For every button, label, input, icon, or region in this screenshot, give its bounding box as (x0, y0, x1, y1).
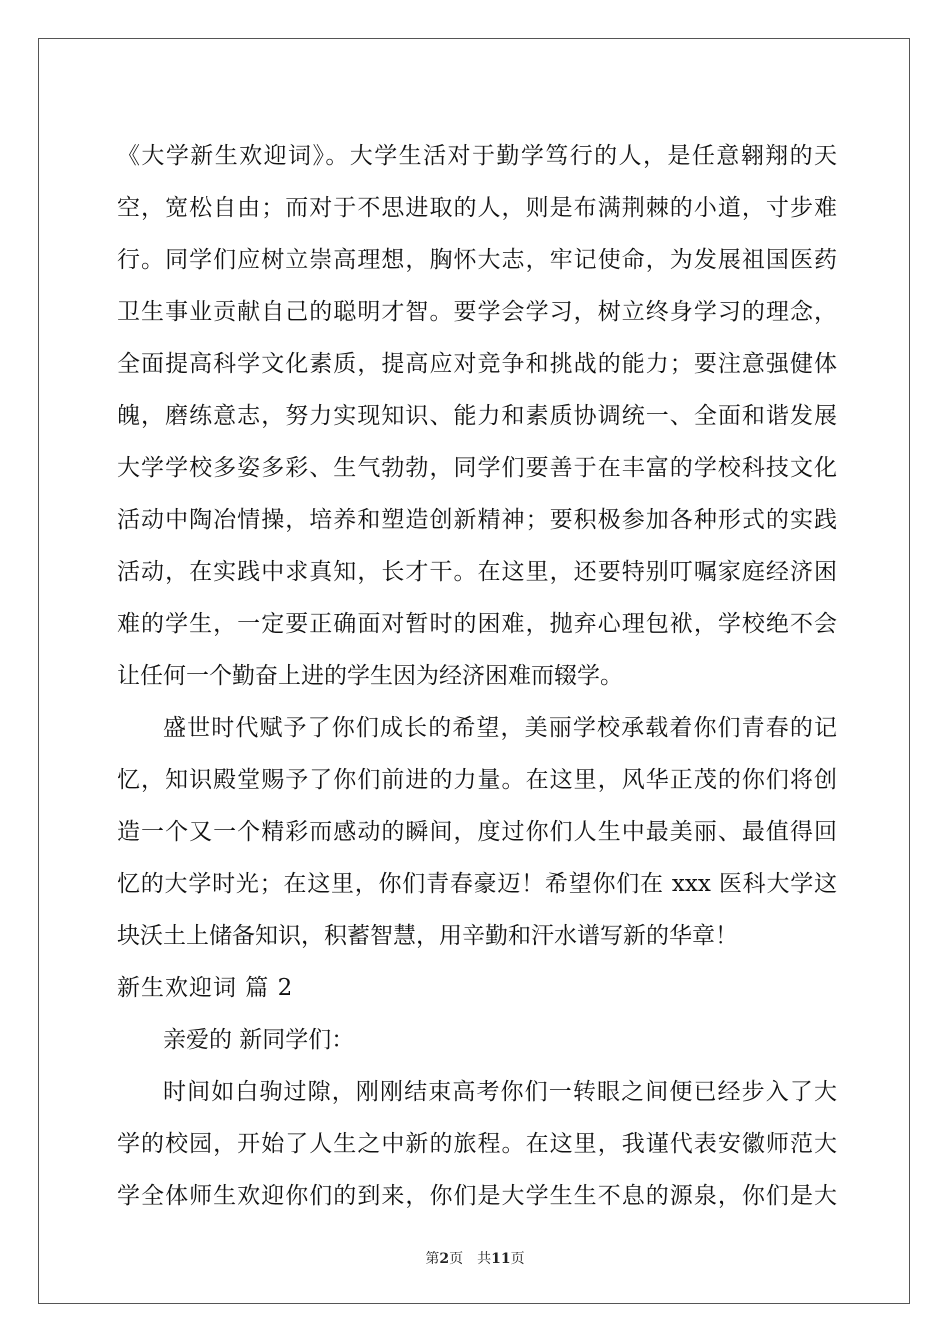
text-line: 卫生事业贡献自己的聪明才智。要学会学习，树立终身学习的理念， (117, 299, 837, 325)
section-heading: 新生欢迎词 篇 2 (117, 975, 294, 1001)
text-line: 大学学校多姿多彩、生气勃勃，同学们要善于在丰富的学校科技文化 (117, 455, 837, 481)
paragraph-start-line: 时间如白驹过隙，刚刚结束高考你们一转眼之间便已经步入了大 (163, 1079, 837, 1105)
page-label-suffix: 页 (449, 1251, 464, 1267)
paragraph-start-line: 盛世时代赋予了你们成长的希望，美丽学校承载着你们青春的记 (163, 715, 837, 741)
total-label-prefix: 共 (477, 1251, 492, 1267)
text-line: 全面提高科学文化素质，提高应对竞争和挑战的能力；要注意强健体 (117, 351, 837, 377)
text-line: 忆的大学时光；在这里，你们青春豪迈！希望你们在 xxx 医科大学这 (117, 871, 837, 897)
page-number: 2 (439, 1251, 450, 1267)
text-line: 空，宽松自由；而对于不思进取的人，则是布满荆棘的小道，寸步难 (117, 195, 837, 221)
text-line: 造一个又一个精彩而感动的瞬间，度过你们人生中最美丽、最值得回 (117, 819, 837, 845)
salutation-line: 亲爱的 新同学们： (163, 1027, 355, 1053)
document-body (117, 130, 837, 1222)
page-footer (0, 1248, 950, 1268)
text-line: 活动中陶冶情操，培养和塑造创新精神；要积极参加各种形式的实践 (117, 507, 837, 533)
text-line: 行。同学们应树立崇高理想，胸怀大志，牢记使命，为发展祖国医药 (117, 247, 837, 273)
text-line: 活动，在实践中求真知，长才干。在这里，还要特别叮嘱家庭经济困 (117, 559, 837, 585)
total-label-suffix: 页 (510, 1251, 525, 1267)
text-line: 忆，知识殿堂赐予了你们前进的力量。在这里，风华正茂的你们将创 (117, 767, 837, 793)
text-line: 《大学新生欢迎词》。大学生活对于勤学笃行的人，是任意翱翔的天 (117, 143, 837, 169)
paragraph-end-line: 让任何一个勤奋上进的学生因为经济困难而辍学。 (117, 663, 623, 689)
text-line: 难的学生，一定要正确面对暂时的困难，抛弃心理包袱，学校绝不会 (117, 611, 837, 637)
page-label-prefix: 第 (425, 1251, 440, 1267)
text-line: 学的校园，开始了人生之中新的旅程。在这里，我谨代表安徽师范大 (117, 1131, 837, 1157)
text-line: 魄，磨练意志，努力实现知识、能力和素质协调统一、全面和谐发展 (117, 403, 837, 429)
total-pages: 11 (491, 1251, 511, 1267)
paragraph-end-line: 块沃土上储备知识，积蓄智慧，用辛勤和汗水谱写新的华章！ (117, 923, 738, 949)
text-line: 学全体师生欢迎你们的到来，你们是大学生生不息的源泉，你们是大 (117, 1183, 837, 1209)
